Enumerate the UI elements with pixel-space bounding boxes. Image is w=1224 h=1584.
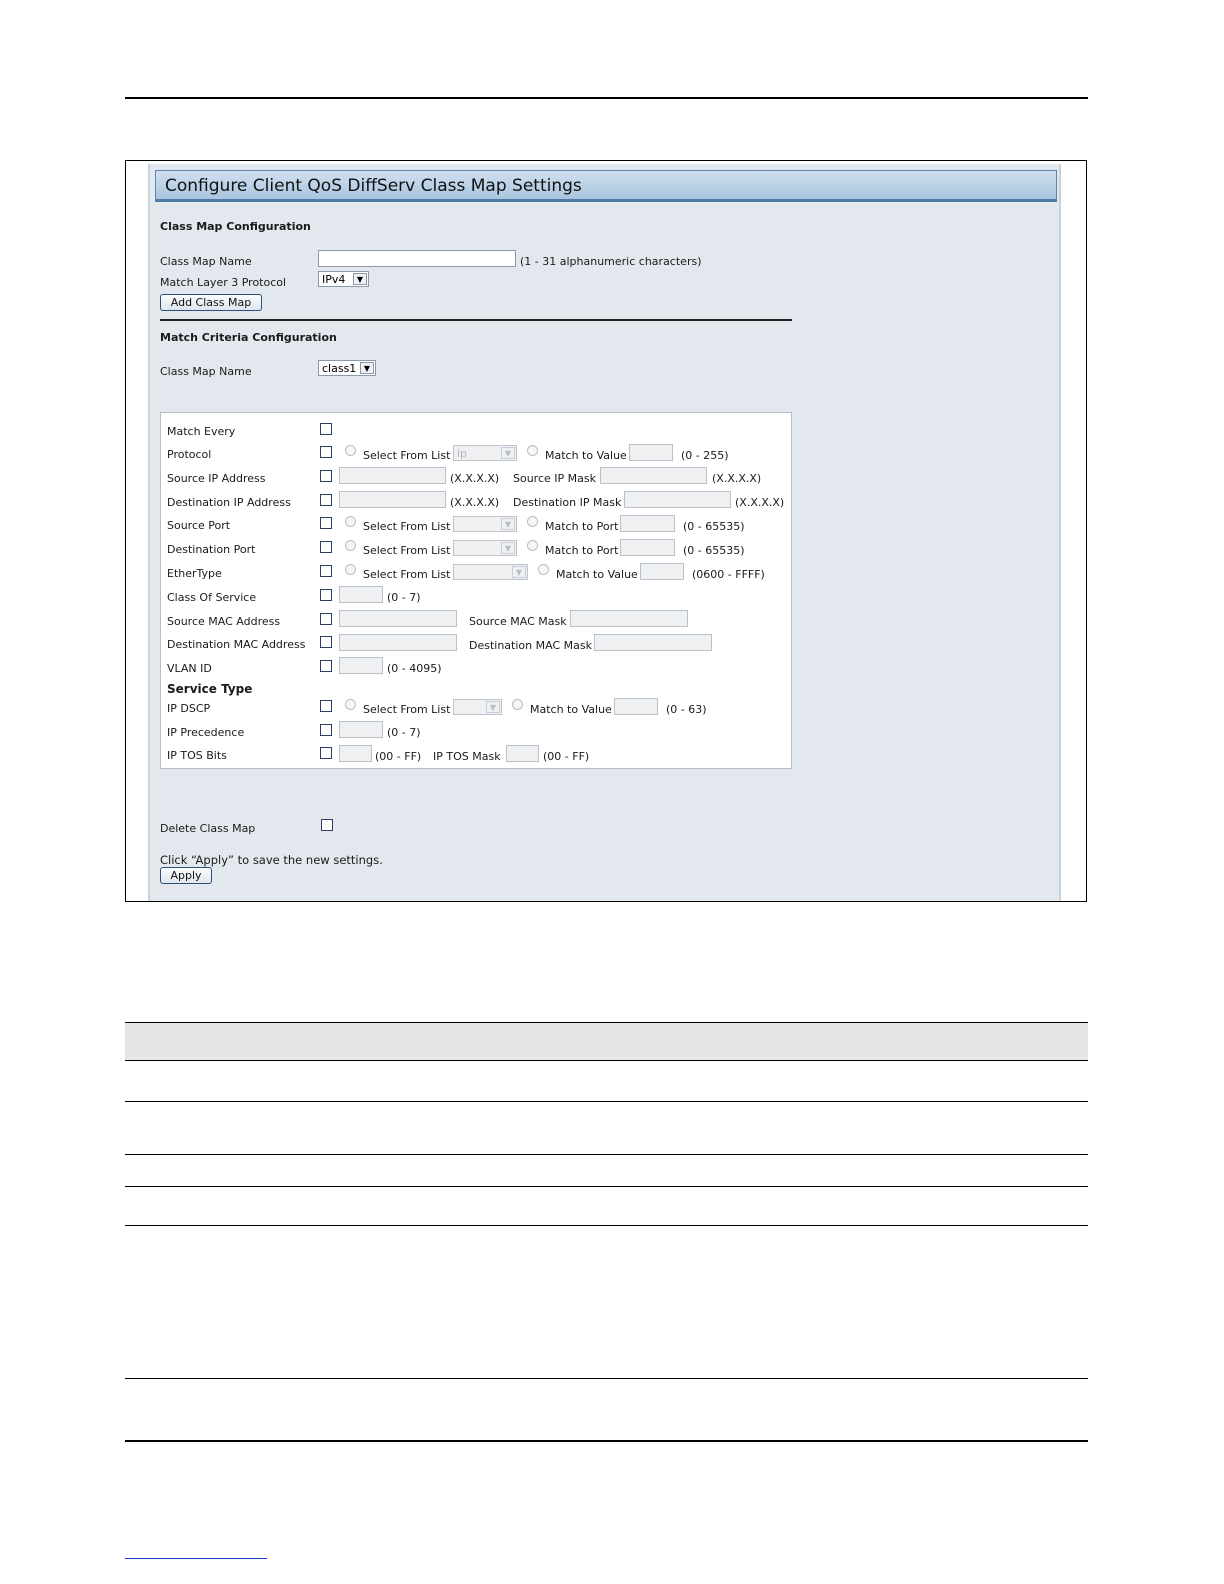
ip-tos-mask-input[interactable] — [506, 745, 539, 762]
cos-label: Class Of Service — [167, 591, 257, 604]
ip-tos-mask-label: IP TOS Mask — [433, 750, 501, 763]
ethertype-checkbox[interactable] — [320, 565, 332, 577]
page-title: Configure Client QoS DiffServ Class Map Settings — [165, 176, 582, 196]
ip-dscp-value-input[interactable] — [614, 698, 658, 715]
layer3-protocol-select[interactable]: IPv4 ▼ — [318, 271, 369, 287]
match-criteria-box — [160, 412, 792, 769]
vlan-id-label: VLAN ID — [167, 662, 212, 675]
source-port-select-label: Select From List — [363, 520, 451, 533]
destination-mac-input[interactable] — [339, 634, 457, 651]
match-every-checkbox[interactable] — [320, 423, 332, 435]
table-rule — [125, 1186, 1088, 1187]
source-port-label: Source Port — [167, 519, 231, 532]
protocol-match-radio[interactable] — [527, 445, 538, 456]
delete-class-map-checkbox[interactable] — [321, 819, 333, 831]
match-criteria-heading: Match Criteria Configuration — [160, 331, 337, 344]
destination-port-select[interactable] — [453, 540, 517, 556]
class-map-name-input[interactable] — [318, 250, 516, 267]
protocol-select[interactable]: ip ▼ — [453, 445, 517, 461]
title-bar — [155, 170, 1057, 202]
source-ip-checkbox[interactable] — [320, 470, 332, 482]
destination-port-label: Destination Port — [167, 543, 256, 556]
vlan-id-input[interactable] — [339, 657, 383, 674]
source-mac-mask-label: Source MAC Mask — [469, 615, 567, 628]
destination-ip-input[interactable] — [339, 491, 446, 508]
source-mac-mask-input[interactable] — [570, 610, 688, 627]
screenshot-frame — [125, 160, 1087, 902]
footer-rule — [125, 1440, 1088, 1442]
destination-ip-label: Destination IP Address — [167, 496, 291, 509]
match-class-map-select[interactable]: class1 ▼ — [318, 360, 376, 376]
class-map-config-heading: Class Map Configuration — [160, 220, 311, 233]
protocol-select-label: Select From List — [363, 449, 451, 462]
table-rule — [125, 1101, 1088, 1102]
ip-dscp-range: (0 - 63) — [666, 703, 707, 716]
layer3-protocol-label: Match Layer 3 Protocol — [160, 276, 287, 289]
destination-ip-mask-label: Destination IP Mask — [513, 496, 622, 509]
destination-ip-checkbox[interactable] — [320, 494, 332, 506]
ip-dscp-select[interactable] — [453, 699, 502, 715]
ethertype-select-radio[interactable] — [345, 564, 356, 575]
ip-dscp-match-label: Match to Value — [530, 703, 612, 716]
ip-precedence-label: IP Precedence — [167, 726, 245, 739]
chevron-down-icon: ▼ — [501, 518, 515, 530]
settings-panel — [148, 164, 1061, 902]
ethertype-value-input[interactable] — [640, 563, 684, 580]
source-ip-label: Source IP Address — [167, 472, 266, 485]
ethertype-range: (0600 - FFFF) — [692, 568, 765, 581]
source-mac-checkbox[interactable] — [320, 613, 332, 625]
vlan-id-range: (0 - 4095) — [387, 662, 442, 675]
table-header-band — [125, 1022, 1088, 1061]
protocol-range: (0 - 255) — [681, 449, 729, 462]
delete-class-map-label: Delete Class Map — [160, 822, 256, 835]
ethertype-select[interactable] — [453, 564, 528, 580]
ip-precedence-range: (0 - 7) — [387, 726, 421, 739]
ethertype-label: EtherType — [167, 567, 222, 580]
apply-hint: Click “Apply” to save the new settings. — [160, 853, 383, 867]
ip-dscp-label: IP DSCP — [167, 702, 211, 715]
protocol-value-input[interactable] — [629, 444, 673, 461]
destination-ip-format: (X.X.X.X) — [450, 496, 500, 509]
source-mac-input[interactable] — [339, 610, 457, 627]
source-ip-mask-input[interactable] — [600, 467, 707, 484]
destination-port-range: (0 - 65535) — [683, 544, 745, 557]
source-ip-mask-label: Source IP Mask — [513, 472, 596, 485]
ip-precedence-checkbox[interactable] — [320, 724, 332, 736]
source-port-select[interactable] — [453, 516, 517, 532]
destination-mac-mask-input[interactable] — [594, 634, 712, 651]
destination-port-checkbox[interactable] — [320, 541, 332, 553]
ethertype-match-label: Match to Value — [556, 568, 638, 581]
source-ip-format: (X.X.X.X) — [450, 472, 500, 485]
cos-input[interactable] — [339, 586, 383, 603]
source-port-match-label: Match to Port — [545, 520, 619, 533]
footnote-rule — [125, 1558, 267, 1559]
source-port-checkbox[interactable] — [320, 517, 332, 529]
destination-mac-label: Destination MAC Address — [167, 638, 306, 651]
chevron-down-icon: ▼ — [512, 566, 526, 578]
ip-dscp-select-radio[interactable] — [345, 699, 356, 710]
header-rule — [125, 97, 1088, 99]
destination-port-input[interactable] — [620, 539, 675, 556]
protocol-checkbox[interactable] — [320, 446, 332, 458]
table-rule — [125, 1225, 1088, 1226]
class-map-name-hint: (1 - 31 alphanumeric characters) — [520, 255, 702, 268]
class-map-name-label: Class Map Name — [160, 255, 252, 268]
ip-dscp-select-label: Select From List — [363, 703, 451, 716]
ip-precedence-input[interactable] — [339, 721, 383, 738]
service-type-heading: Service Type — [167, 682, 253, 696]
source-ip-input[interactable] — [339, 467, 446, 484]
ip-tos-checkbox[interactable] — [320, 747, 332, 759]
cos-checkbox[interactable] — [320, 589, 332, 601]
destination-port-select-label: Select From List — [363, 544, 451, 557]
ip-tos-input[interactable] — [339, 745, 372, 762]
source-port-input[interactable] — [620, 515, 675, 532]
section-divider — [160, 319, 792, 321]
chevron-down-icon: ▼ — [360, 362, 374, 374]
source-port-range: (0 - 65535) — [683, 520, 745, 533]
chevron-down-icon: ▼ — [353, 273, 367, 285]
ip-dscp-checkbox[interactable] — [320, 700, 332, 712]
destination-port-match-label: Match to Port — [545, 544, 619, 557]
destination-port-select-radio[interactable] — [345, 540, 356, 551]
source-mac-label: Source MAC Address — [167, 615, 281, 628]
table-rule — [125, 1154, 1088, 1155]
ip-tos-mask-range: (00 - FF) — [543, 750, 590, 763]
destination-ip-mask-input[interactable] — [624, 491, 731, 508]
protocol-select-radio[interactable] — [345, 445, 356, 456]
destination-ip-mask-format: (X.X.X.X) — [735, 496, 785, 509]
ip-tos-range: (00 - FF) — [375, 750, 422, 763]
match-class-map-name-label: Class Map Name — [160, 365, 252, 378]
ip-tos-label: IP TOS Bits — [167, 749, 227, 762]
add-class-map-button[interactable]: Add Class Map — [160, 294, 262, 311]
destination-mac-mask-label: Destination MAC Mask — [469, 639, 592, 652]
destination-port-match-radio[interactable] — [527, 540, 538, 551]
match-every-label: Match Every — [167, 425, 236, 438]
protocol-label: Protocol — [167, 448, 212, 461]
destination-mac-checkbox[interactable] — [320, 636, 332, 648]
source-port-select-radio[interactable] — [345, 516, 356, 527]
chevron-down-icon: ▼ — [501, 447, 515, 459]
chevron-down-icon: ▼ — [501, 542, 515, 554]
source-ip-mask-format: (X.X.X.X) — [712, 472, 762, 485]
chevron-down-icon: ▼ — [486, 701, 500, 713]
table-rule — [125, 1378, 1088, 1379]
apply-button[interactable]: Apply — [160, 867, 212, 884]
protocol-match-label: Match to Value — [545, 449, 627, 462]
ethertype-match-radio[interactable] — [538, 564, 549, 575]
ip-dscp-match-radio[interactable] — [512, 699, 523, 710]
source-port-match-radio[interactable] — [527, 516, 538, 527]
ethertype-select-label: Select From List — [363, 568, 451, 581]
vlan-id-checkbox[interactable] — [320, 660, 332, 672]
cos-range: (0 - 7) — [387, 591, 421, 604]
